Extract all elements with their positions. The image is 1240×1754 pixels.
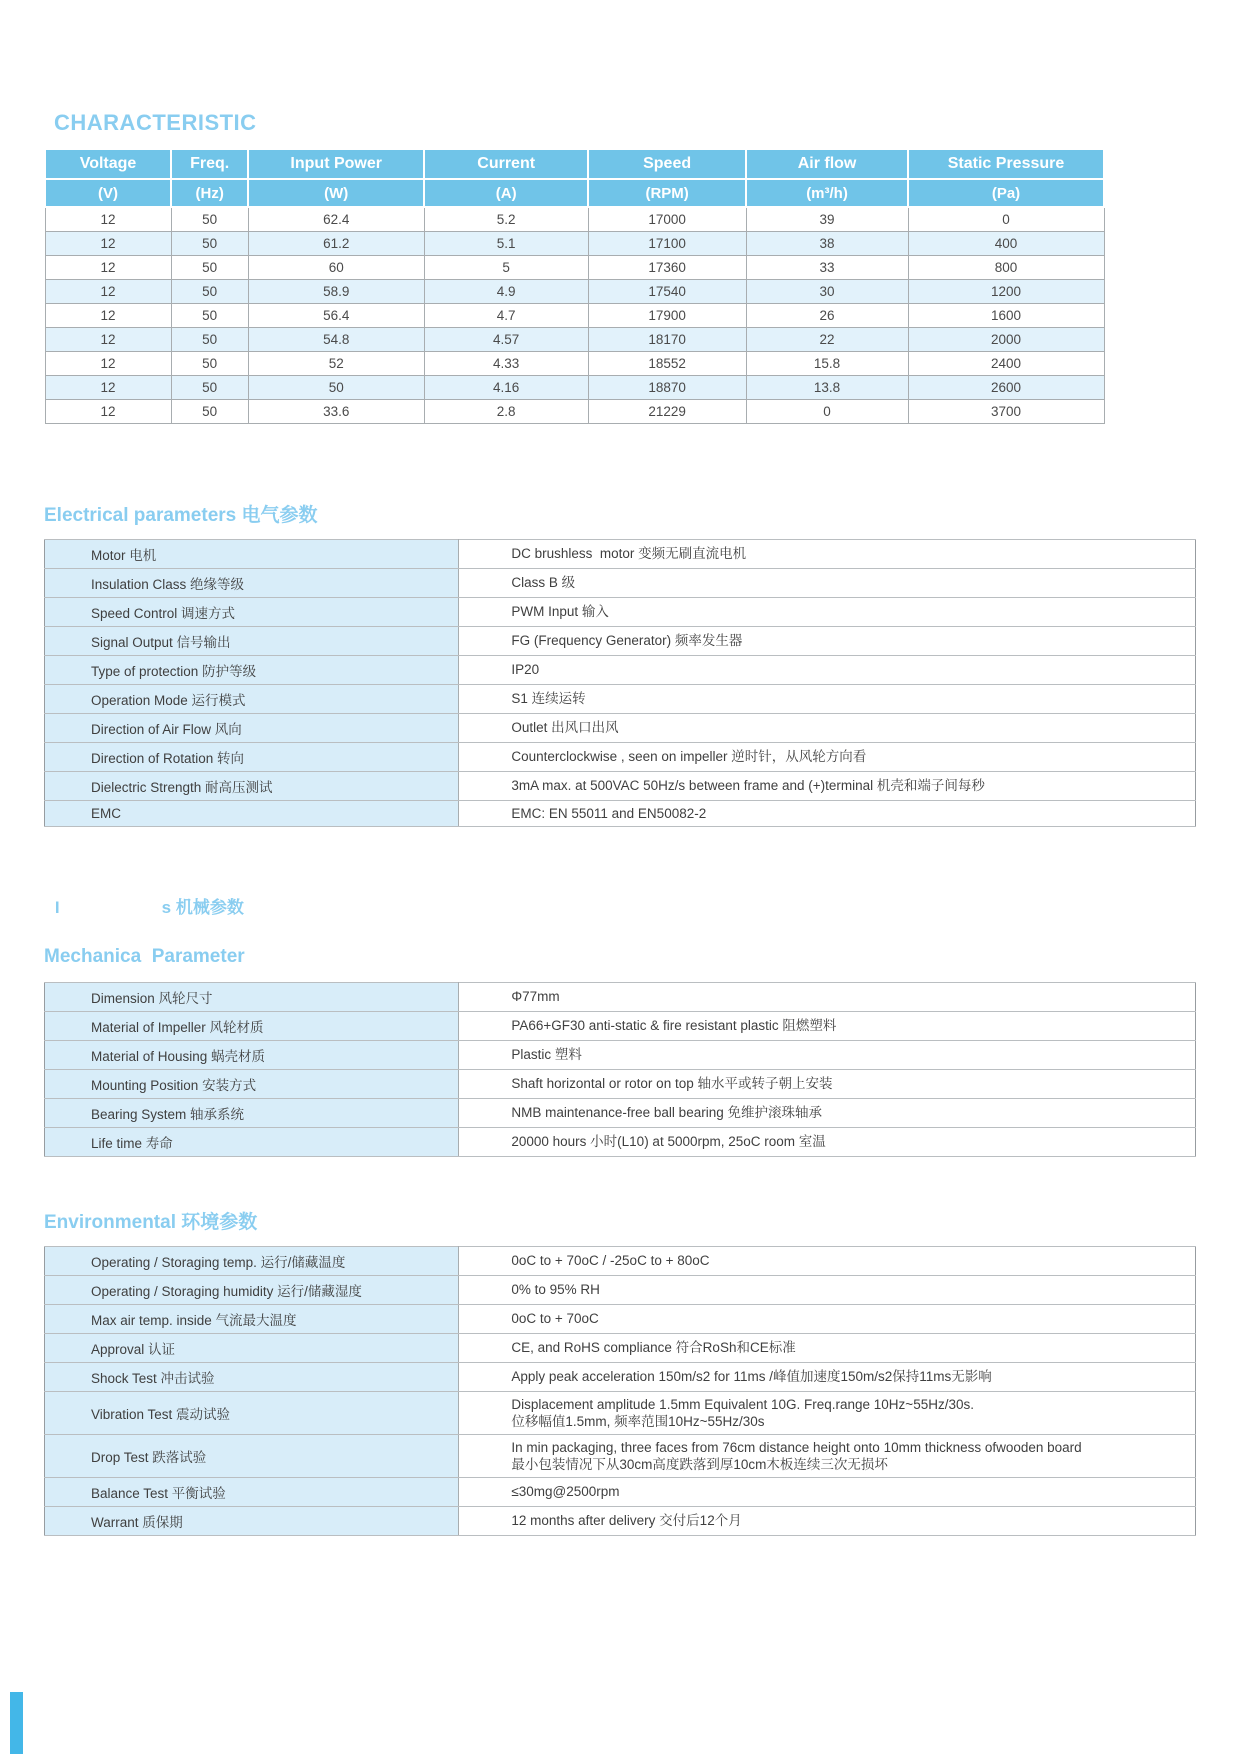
table-cell: 33 [746, 255, 908, 279]
table-cell: 4.33 [424, 351, 588, 375]
table-cell: 50 [171, 399, 248, 423]
param-value [459, 800, 1196, 826]
column-header: Current [424, 149, 588, 179]
table-cell: 39 [746, 207, 908, 231]
table-row [45, 399, 1104, 423]
param-value-line: DC brushless motor 变频无刷直流电机 [511, 546, 747, 561]
param-value [459, 539, 1196, 568]
param-value-line: 12 months after delivery 交付后12个月 [511, 1513, 742, 1528]
param-label: EMC [45, 800, 459, 826]
param-value-line: 0oC to + 70oC / -25oC to + 80oC [511, 1253, 710, 1268]
table-row [45, 800, 1196, 826]
table-cell: 54.8 [248, 327, 424, 351]
table-row [45, 684, 1196, 713]
table-cell: 17100 [588, 231, 746, 255]
param-value-line: PWM Input 输入 [511, 604, 609, 619]
table-row [45, 375, 1104, 399]
table-cell: 0 [908, 207, 1104, 231]
param-label: Life time 寿命 [45, 1127, 459, 1156]
param-value [459, 713, 1196, 742]
table-cell: 38 [746, 231, 908, 255]
table-row [45, 1275, 1196, 1304]
param-value [459, 626, 1196, 655]
column-header: Speed [588, 149, 746, 179]
table-row [45, 1362, 1196, 1391]
table-cell: 56.4 [248, 303, 424, 327]
characteristic-table-body [45, 207, 1104, 423]
column-unit: (Hz) [171, 179, 248, 207]
param-value-line: EMC: EN 55011 and EN50082-2 [511, 805, 707, 821]
param-value-line: PA66+GF30 anti-static & fire resistant plastic 阻燃塑料 [511, 1018, 837, 1033]
header-row-labels [45, 149, 1104, 179]
table-cell: 50 [171, 279, 248, 303]
param-value-line: S1 连续运转 [511, 691, 586, 706]
param-value-line: 0% to 95% RH [511, 1282, 600, 1297]
param-label: Bearing System 轴承系统 [45, 1098, 459, 1127]
table-cell: 800 [908, 255, 1104, 279]
table-row [45, 351, 1104, 375]
param-value [459, 1127, 1196, 1156]
param-value-line: Outlet 出风口出风 [511, 720, 619, 735]
param-value-line: 3mA max. at 500VAC 50Hz/s between frame and (+)terminal 机壳和端子间每秒 [511, 778, 985, 793]
param-value [459, 655, 1196, 684]
param-value [459, 1477, 1196, 1506]
table-row [45, 207, 1104, 231]
table-cell: 12 [45, 303, 171, 327]
param-label: Insulation Class 绝缘等级 [45, 568, 459, 597]
param-label: Type of protection 防护等级 [45, 655, 459, 684]
column-header: Input Power [248, 149, 424, 179]
param-value-line: NMB maintenance-free ball bearing 免维护滚珠轴承 [511, 1105, 822, 1120]
table-row [45, 1506, 1196, 1535]
table-cell: 50 [171, 303, 248, 327]
table-row [45, 1098, 1196, 1127]
table-cell: 50 [171, 255, 248, 279]
mechanical-table [44, 982, 1196, 1157]
table-cell: 1200 [908, 279, 1104, 303]
table-cell: 4.16 [424, 375, 588, 399]
environmental-title: Environmental 环境参数 [44, 1211, 258, 1233]
characteristic-table [44, 148, 1105, 424]
mechanical-title-fragment-left: I [54, 897, 60, 917]
table-row [45, 539, 1196, 568]
param-label: Dielectric Strength 耐高压测试 [45, 771, 459, 800]
param-value [459, 1069, 1196, 1098]
table-cell: 5.1 [424, 231, 588, 255]
param-value [459, 1506, 1196, 1535]
table-row [45, 771, 1196, 800]
environmental-table-body [45, 1246, 1196, 1535]
param-value [459, 1275, 1196, 1304]
table-cell: 12 [45, 327, 171, 351]
table-cell: 52 [248, 351, 424, 375]
param-label: Material of Housing 蜗壳材质 [45, 1040, 459, 1069]
table-cell: 4.9 [424, 279, 588, 303]
table-cell: 50 [171, 375, 248, 399]
param-value-line: Shaft horizontal or rotor on top 轴水平或转子朝上安装 [511, 1076, 833, 1091]
column-unit: (Pa) [908, 179, 1104, 207]
table-cell: 5.2 [424, 207, 588, 231]
column-header: Voltage [45, 149, 171, 179]
table-row [45, 742, 1196, 771]
table-cell: 18870 [588, 375, 746, 399]
table-row [45, 982, 1196, 1011]
table-cell: 17540 [588, 279, 746, 303]
param-value-line: 最小包装情况下从30cm高度跌落到厚10cm木板连续三次无损坏 [511, 1456, 888, 1472]
table-cell: 15.8 [746, 351, 908, 375]
table-cell: 17360 [588, 255, 746, 279]
column-unit: (V) [45, 179, 171, 207]
param-label: Mounting Position 安装方式 [45, 1069, 459, 1098]
param-label: Direction of Rotation 转向 [45, 742, 459, 771]
table-row [45, 568, 1196, 597]
table-cell: 12 [45, 207, 171, 231]
param-value-line: Apply peak acceleration 150m/s2 for 11ms /峰值加速度150m/s2保持11ms无影响 [511, 1369, 992, 1384]
table-cell: 50 [171, 327, 248, 351]
param-value-line: ≤30mg@2500rpm [511, 1484, 620, 1499]
param-value-line: CE, and RoHS compliance 符合RoSh和CE标准 [511, 1340, 796, 1355]
table-cell: 18552 [588, 351, 746, 375]
param-label: Warrant 质保期 [45, 1506, 459, 1535]
table-row [45, 1069, 1196, 1098]
table-cell: 62.4 [248, 207, 424, 231]
table-cell: 50 [171, 231, 248, 255]
table-cell: 60 [248, 255, 424, 279]
column-unit: (W) [248, 179, 424, 207]
table-cell: 12 [45, 375, 171, 399]
column-header: Freq. [171, 149, 248, 179]
table-row [45, 279, 1104, 303]
table-cell: 30 [746, 279, 908, 303]
param-value [459, 1246, 1196, 1275]
characteristic-title: CHARACTERISTIC [54, 110, 257, 135]
table-row [45, 626, 1196, 655]
param-value-line: 20000 hours 小时(L10) at 5000rpm, 25oC room 室温 [511, 1134, 826, 1149]
table-cell: 0 [746, 399, 908, 423]
table-row [45, 655, 1196, 684]
header-row-units [45, 179, 1104, 207]
table-row [45, 1246, 1196, 1275]
table-cell: 50 [171, 207, 248, 231]
table-cell: 21229 [588, 399, 746, 423]
table-cell: 18170 [588, 327, 746, 351]
page-accent-bar [10, 1692, 23, 1754]
mechanical-title-fragment-right: s 机械参数 [161, 897, 244, 917]
param-value-line: Counterclockwise , seen on impeller 逆时针，从风轮方向看 [511, 749, 867, 764]
mechanical-table-body [45, 982, 1196, 1156]
param-value [459, 1011, 1196, 1040]
table-cell: 4.57 [424, 327, 588, 351]
table-row [45, 1391, 1196, 1434]
table-row [45, 597, 1196, 626]
mechanical-title: Mechanica Parameter [44, 945, 245, 967]
param-label: Drop Test 跌落试验 [45, 1434, 459, 1477]
table-row [45, 1333, 1196, 1362]
characteristic-table-header [45, 149, 1104, 207]
param-value [459, 1098, 1196, 1127]
param-value-line: Displacement amplitude 1.5mm Equivalent 10G. Freq.range 10Hz~55Hz/30s. [511, 1396, 974, 1412]
column-unit: (A) [424, 179, 588, 207]
table-cell: 12 [45, 399, 171, 423]
param-value-line: Φ77mm [511, 989, 560, 1004]
table-cell: 13.8 [746, 375, 908, 399]
param-label: Approval 认证 [45, 1333, 459, 1362]
param-value [459, 1040, 1196, 1069]
param-label: Operating / Storaging temp. 运行/储藏温度 [45, 1246, 459, 1275]
param-label: Material of Impeller 风轮材质 [45, 1011, 459, 1040]
param-label: Balance Test 平衡试验 [45, 1477, 459, 1506]
table-cell: 22 [746, 327, 908, 351]
param-label: Dimension 风轮尺寸 [45, 982, 459, 1011]
electrical-table-body [45, 539, 1196, 826]
table-row [45, 713, 1196, 742]
param-value-line: FG (Frequency Generator) 频率发生器 [511, 633, 743, 648]
electrical-table [44, 539, 1196, 827]
column-unit: (RPM) [588, 179, 746, 207]
table-row [45, 1040, 1196, 1069]
param-label: Speed Control 调速方式 [45, 597, 459, 626]
param-value [459, 1362, 1196, 1391]
param-value [459, 771, 1196, 800]
param-value [459, 1434, 1196, 1477]
table-cell: 1600 [908, 303, 1104, 327]
table-cell: 12 [45, 231, 171, 255]
table-cell: 61.2 [248, 231, 424, 255]
table-cell: 50 [248, 375, 424, 399]
table-row [45, 303, 1104, 327]
environmental-table [44, 1246, 1196, 1536]
table-cell: 2400 [908, 351, 1104, 375]
table-row [45, 231, 1104, 255]
param-label: Direction of Air Flow 风向 [45, 713, 459, 742]
table-cell: 58.9 [248, 279, 424, 303]
param-label: Signal Output 信号输出 [45, 626, 459, 655]
table-row [45, 1011, 1196, 1040]
table-cell: 12 [45, 255, 171, 279]
table-cell: 4.7 [424, 303, 588, 327]
param-label: Operating / Storaging humidity 运行/储藏湿度 [45, 1275, 459, 1304]
electrical-title: Electrical parameters 电气参数 [44, 504, 318, 526]
param-value-line: 0oC to + 70oC [511, 1311, 599, 1326]
table-row [45, 1304, 1196, 1333]
table-row [45, 255, 1104, 279]
param-label: Shock Test 冲击试验 [45, 1362, 459, 1391]
param-value [459, 684, 1196, 713]
param-value [459, 568, 1196, 597]
param-value [459, 1304, 1196, 1333]
table-cell: 2600 [908, 375, 1104, 399]
param-value [459, 1391, 1196, 1434]
table-cell: 2000 [908, 327, 1104, 351]
table-row [45, 1477, 1196, 1506]
table-cell: 3700 [908, 399, 1104, 423]
table-cell: 17900 [588, 303, 746, 327]
param-label: Vibration Test 震动试验 [45, 1391, 459, 1434]
table-row [45, 1127, 1196, 1156]
column-header: Air flow [746, 149, 908, 179]
table-cell: 400 [908, 231, 1104, 255]
table-cell: 12 [45, 351, 171, 375]
table-cell: 50 [171, 351, 248, 375]
param-label: Operation Mode 运行模式 [45, 684, 459, 713]
table-row [45, 327, 1104, 351]
param-value-line: In min packaging, three faces from 76cm distance height onto 10mm thickness ofwooden board [511, 1439, 1082, 1455]
param-value [459, 982, 1196, 1011]
param-value [459, 1333, 1196, 1362]
table-cell: 5 [424, 255, 588, 279]
param-value-line: IP20 [511, 662, 540, 677]
param-value [459, 742, 1196, 771]
param-value [459, 597, 1196, 626]
table-cell: 12 [45, 279, 171, 303]
param-value-line: 位移幅值1.5mm, 频率范围10Hz~55Hz/30s [511, 1413, 765, 1429]
param-value-line: Plastic 塑料 [511, 1047, 582, 1062]
mechanical-title-fragment-line [36, 873, 1196, 938]
column-unit: (m³/h) [746, 179, 908, 207]
param-label: Max air temp. inside 气流最大温度 [45, 1304, 459, 1333]
param-label: Motor 电机 [45, 539, 459, 568]
table-cell: 2.8 [424, 399, 588, 423]
table-cell: 17000 [588, 207, 746, 231]
column-header: Static Pressure [908, 149, 1104, 179]
table-cell: 33.6 [248, 399, 424, 423]
table-cell: 26 [746, 303, 908, 327]
table-row [45, 1434, 1196, 1477]
param-value-line: Class B 级 [511, 575, 576, 590]
